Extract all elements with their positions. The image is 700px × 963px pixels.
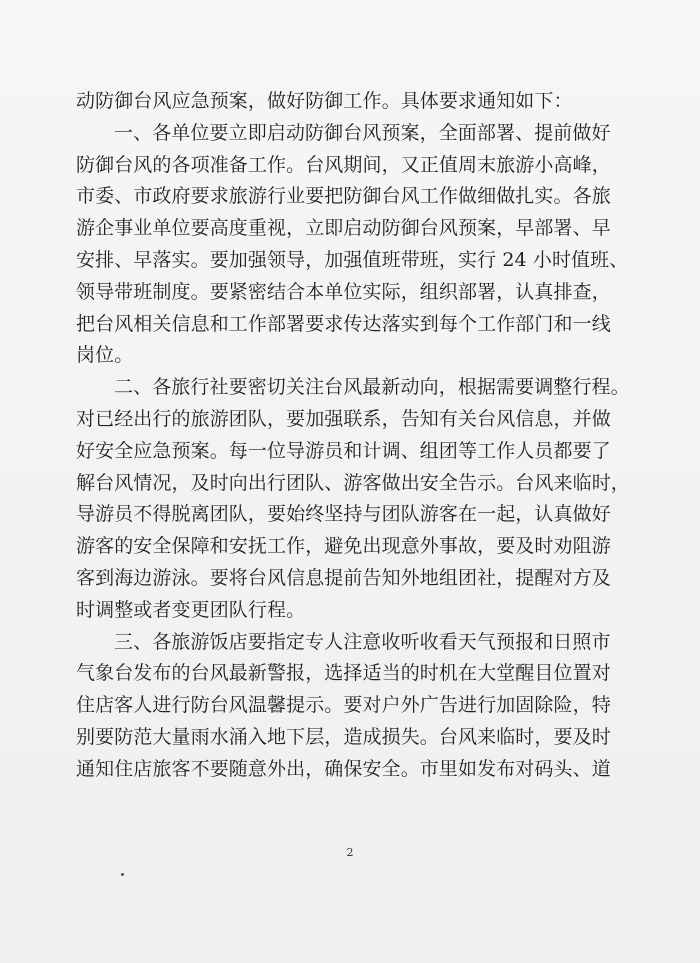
text-line: 动防御台风应急预案，做好防御工作。具体要求通知如下： (76, 90, 573, 112)
text-line: 防御台风的各项准备工作。台风期间，又正值周末旅游小高峰， (76, 153, 611, 176)
paragraph-1-start: 一、各单位要立即启动防御台风预案，全面部署、提前做好 (114, 121, 611, 144)
paragraph-3-start: 三、各旅游饭店要指定专人注意收听收看天气预报和日照市 (114, 630, 611, 653)
text-line: 解台风情况，及时向出行团队、游客做出安全告示。台风来临时， (76, 471, 630, 494)
text-line: 导游员不得脱离团队，要始终坚持与团队游客在一起，认真做好 (76, 503, 611, 526)
text-line: 别要防范大量雨水涌入地下层，造成损失。台风来临时，要及时 (76, 725, 611, 748)
text-line: 住店客人进行防台风温馨提示。要对户外广告进行加固除险，特 (76, 694, 611, 717)
text-line: 安排、早落实。要加强领导，加强值班带班，实行 24 小时值班、 (76, 248, 629, 271)
document-body (76, 86, 636, 786)
text-line: 市委、市政府要求旅游行业要把防御台风工作做细做扎实。各旅 (76, 185, 611, 208)
text-line: 好安全应急预案。每一位导游员和计调、组团等工作人员都要了 (76, 439, 611, 462)
text-line: 把台风相关信息和工作部署要求传达落实到每个工作部门和一线 (76, 312, 611, 335)
paragraph-2-start: 二、各旅行社要密切关注台风最新动向，根据需要调整行程。 (114, 376, 630, 399)
text-line: 岗位。 (76, 344, 134, 367)
text-line: 领导带班制度。要紧密结合本单位实际，组织部署，认真排查， (76, 280, 611, 303)
scan-speck (121, 873, 124, 876)
page-number: 2 (346, 846, 354, 859)
text-line: 气象台发布的台风最新警报，选择适当的时机在大堂醒目位置对 (76, 662, 611, 685)
text-line: 游客的安全保障和安抚工作，避免出现意外事故，要及时劝阻游 (76, 535, 611, 558)
text-line: 时调整或者变更团队行程。 (76, 598, 306, 621)
text-line: 客到海边游泳。要将台风信息提前告知外地组团社，提醒对方及 (76, 566, 611, 589)
text-line: 通知住店旅客不要随意外出，确保安全。市里如发布对码头、道 (76, 757, 611, 780)
text-line: 游企事业单位要高度重视，立即启动防御台风预案，早部署、早 (76, 217, 611, 240)
text-line: 对已经出行的旅游团队，要加强联系，告知有关台风信息，并做 (76, 407, 611, 430)
